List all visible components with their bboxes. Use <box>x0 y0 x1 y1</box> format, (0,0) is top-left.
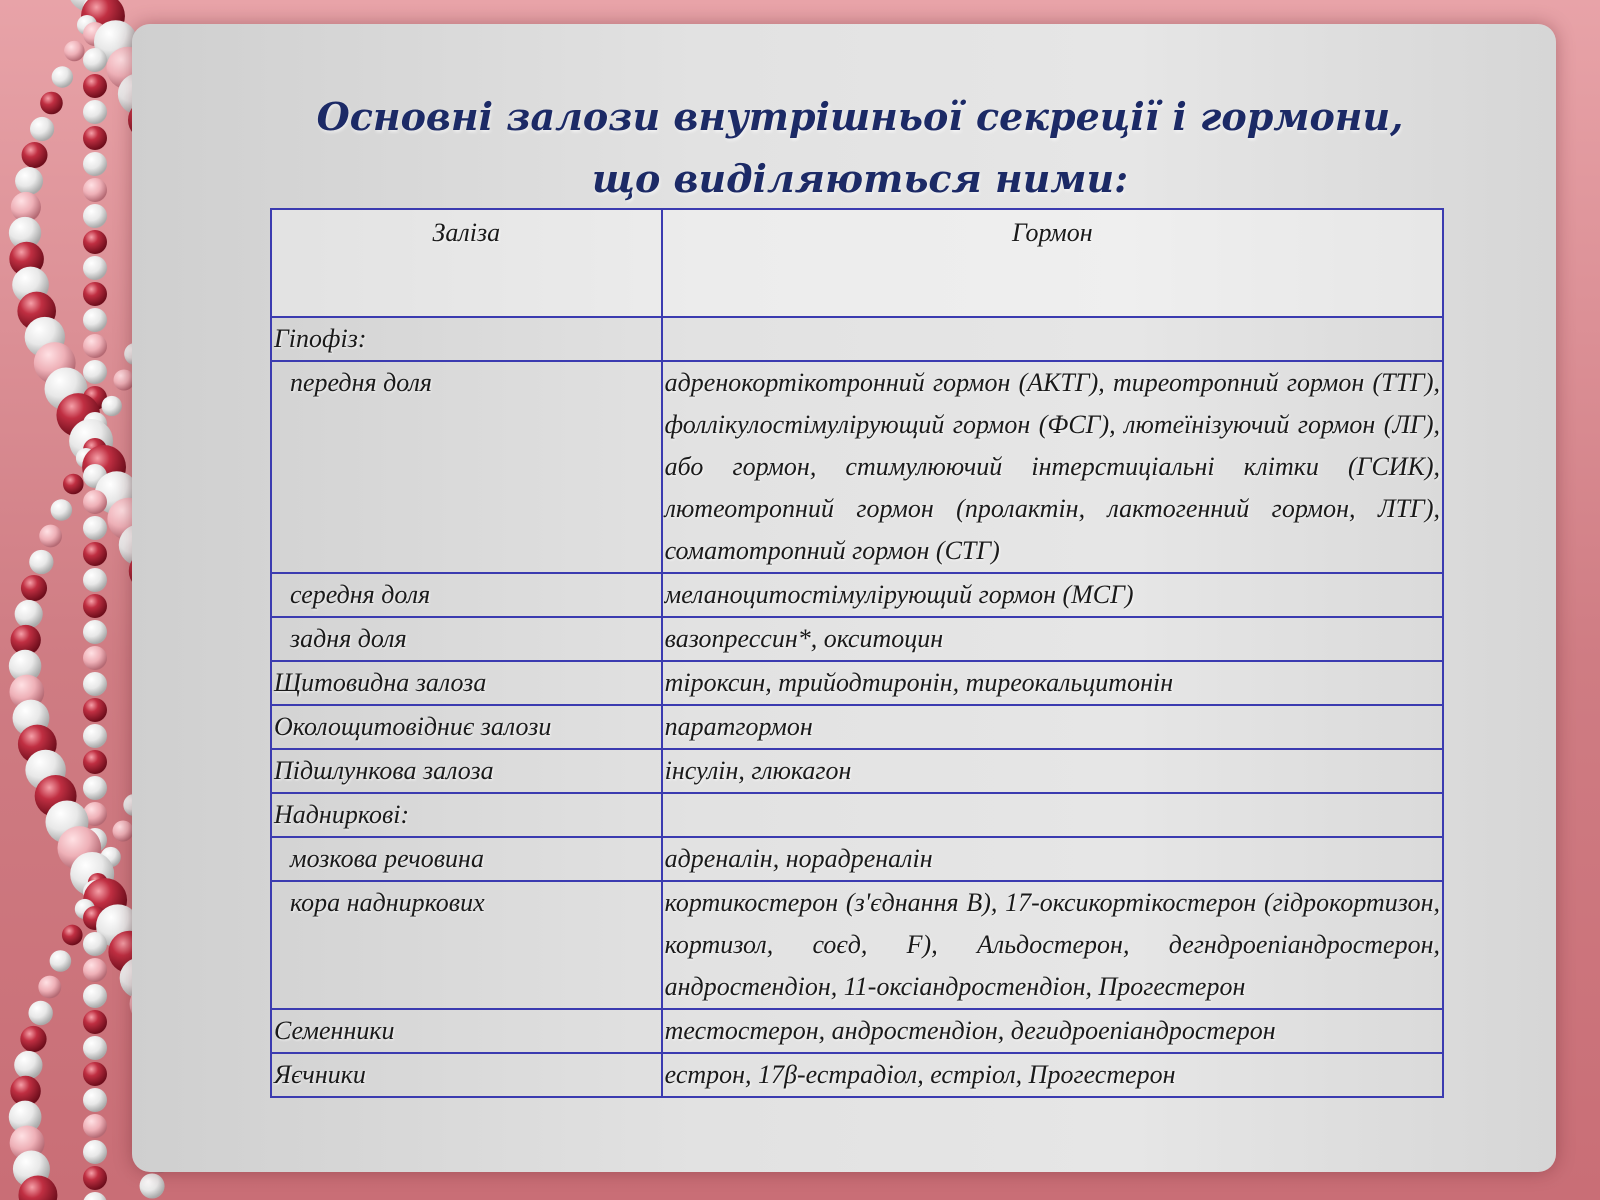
gland-cell: задня доля <box>271 617 662 661</box>
bead-icon <box>113 820 134 841</box>
table-row <box>271 573 1443 617</box>
slide-title: Основні залози внутрішньої секреції і гормони, що виділяються ними: <box>316 94 1404 201</box>
bead-icon <box>83 1114 107 1138</box>
table-row <box>271 361 1443 573</box>
gland-cell: мозкова речовина <box>271 837 662 881</box>
bead-icon <box>83 984 107 1008</box>
bead-icon <box>83 152 107 176</box>
bead-icon <box>29 550 53 574</box>
gland-cell: Гіпофіз: <box>271 317 662 361</box>
bead-icon <box>83 932 107 956</box>
bead-icon <box>83 204 107 228</box>
bead-icon <box>50 950 72 972</box>
bead-icon <box>83 958 107 982</box>
bead-icon <box>20 1026 46 1052</box>
bead-icon <box>83 360 107 384</box>
bead-icon <box>83 1166 107 1190</box>
bead-icon <box>83 620 107 644</box>
gland-cell: Щитовидна залоза <box>271 661 662 705</box>
hormone-cell <box>662 317 1443 361</box>
bead-icon <box>83 334 107 358</box>
bead-icon <box>83 178 107 202</box>
bead-icon <box>83 74 107 98</box>
bead-icon <box>51 499 72 520</box>
gland-cell: Околощитовідниє залози <box>271 705 662 749</box>
bead-icon <box>28 1001 52 1025</box>
bead-icon <box>83 230 107 254</box>
bead-icon <box>83 1062 107 1086</box>
table-row <box>271 1053 1443 1097</box>
gland-cell: середня доля <box>271 573 662 617</box>
bead-icon <box>83 1140 107 1164</box>
bead-icon <box>63 474 84 495</box>
gland-cell: Надниркові: <box>271 793 662 837</box>
bead-icon <box>14 1051 42 1079</box>
bead-icon <box>22 142 48 168</box>
bead-icon <box>83 776 107 800</box>
hormone-cell: вазопрессин*, окситоцин <box>662 617 1443 661</box>
bead-icon <box>83 568 107 592</box>
bead-icon <box>83 282 107 306</box>
bead-icon <box>83 100 107 124</box>
hormone-cell: адренокортікотронний гормон (АКТГ), тиреотропний гормон (ТТГ), фоллікулостімулірующий гормон (ФСГ), лютеїнізуючий гормон (ЛГ), або гормон, стимулюючий інтерстиціальні клітки (ГСИК), лютеотропний гормон (пролактін, лактогенний гормон, ЛТГ), соматотропний гормон (СТГ) <box>662 361 1443 573</box>
bead-icon <box>83 126 107 150</box>
bead-icon <box>83 672 107 696</box>
table-row <box>271 749 1443 793</box>
bead-icon <box>15 600 43 628</box>
bead-icon <box>83 698 107 722</box>
table-row <box>271 881 1443 1009</box>
bead-icon <box>64 41 85 62</box>
table-row <box>271 1009 1443 1053</box>
hormone-cell: паратгормон <box>662 705 1443 749</box>
hormone-cell: тестостерон, андростендіон, дегидроепіандростерон <box>662 1009 1443 1053</box>
bead-icon <box>52 66 73 87</box>
bead-icon <box>83 1088 107 1112</box>
table-row <box>271 617 1443 661</box>
gland-cell: кора надниркових <box>271 881 662 1009</box>
bead-icon <box>83 750 107 774</box>
bead-icon <box>83 516 107 540</box>
bead-icon <box>83 724 107 748</box>
bead-icon <box>83 1036 107 1060</box>
table-row <box>271 837 1443 881</box>
hormone-cell: інсулін, глюкагон <box>662 749 1443 793</box>
bead-icon <box>83 1192 107 1200</box>
bead-icon <box>83 594 107 618</box>
bead-icon <box>21 575 47 601</box>
gland-cell: передня доля <box>271 361 662 573</box>
header-hormone: Гормон <box>662 209 1443 317</box>
hormone-cell: естрон, 17β-естрадіол, естріол, Прогестерон <box>662 1053 1443 1097</box>
table-row <box>271 793 1443 837</box>
bead-icon <box>62 925 83 946</box>
hormone-cell: кортикостерон (з'єднання В), 17-оксикортікостерон (гідрокортизон, кортизол, соєд, F), Альдостерон, дегндроепіандростерон, андростендіон, 11-оксіандростендіон, Прогестерон <box>662 881 1443 1009</box>
bead-icon <box>140 1173 165 1198</box>
hormone-cell: адреналін, норадреналін <box>662 837 1443 881</box>
bead-icon <box>39 525 62 548</box>
table-header-row <box>271 209 1443 317</box>
bead-icon <box>83 256 107 280</box>
bead-icon <box>83 1010 107 1034</box>
bead-icon <box>38 976 61 999</box>
hormone-cell: меланоцитостімулірующий гормон (МСГ) <box>662 573 1443 617</box>
bead-icon <box>102 396 122 416</box>
hormone-cell <box>662 793 1443 837</box>
bead-icon <box>83 646 107 670</box>
table-row <box>271 705 1443 749</box>
bead-icon <box>83 490 107 514</box>
gland-cell: Підшлункова залоза <box>271 749 662 793</box>
gland-cell: Семенники <box>271 1009 662 1053</box>
table-row <box>271 661 1443 705</box>
bead-icon <box>83 48 107 72</box>
hormone-cell: тіроксин, трийодтиронін, тиреокальцитонін <box>662 661 1443 705</box>
bead-icon <box>83 308 107 332</box>
bead-icon <box>40 92 63 115</box>
glands-hormones-table <box>270 208 1444 1098</box>
gland-cell: Яєчники <box>271 1053 662 1097</box>
header-gland: Заліза <box>271 209 662 317</box>
bead-icon <box>30 117 54 141</box>
bead-icon <box>15 167 43 195</box>
table-row <box>271 317 1443 361</box>
bead-icon <box>83 542 107 566</box>
